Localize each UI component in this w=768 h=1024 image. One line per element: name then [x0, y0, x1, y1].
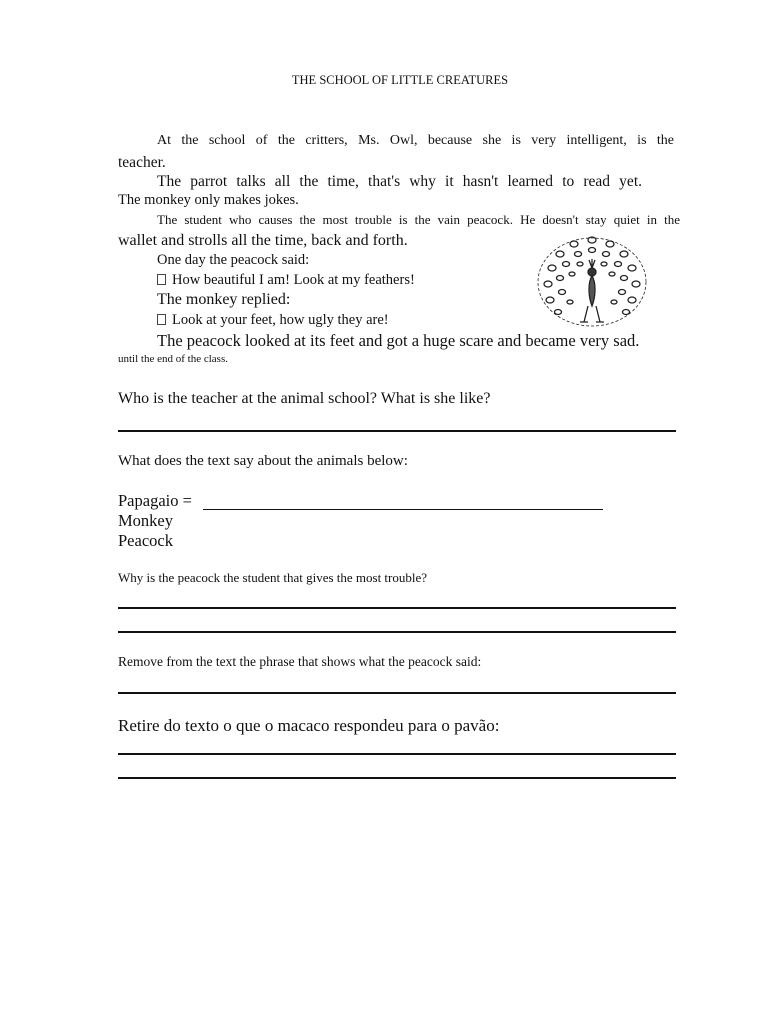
story-line: One day the peacock said:: [157, 252, 310, 268]
missing-glyph-icon: [157, 274, 166, 285]
answer-line[interactable]: [118, 631, 676, 633]
dialogue-line: [157, 272, 415, 289]
peacock-quote: How beautiful I am! Look at my feathers!: [172, 272, 415, 288]
peacock-label: Peacock: [118, 531, 173, 550]
answer-line[interactable]: [203, 509, 603, 510]
story-line: teacher.: [118, 154, 166, 171]
question-3: Why is the peacock the student that gives the most trouble?: [118, 570, 428, 585]
question-1: Who is the teacher at the animal school? What is she like?: [118, 390, 491, 407]
question-2: What does the text say about the animals below:: [118, 453, 408, 469]
story-line: The monkey replied:: [157, 291, 291, 308]
parrot-label: Papagaio =: [118, 491, 192, 510]
page-title: THE SCHOOL OF LITTLE CREATURES: [291, 73, 509, 87]
monkey-quote: Look at your feet, how ugly they are!: [172, 312, 389, 328]
dialogue-line: [157, 312, 389, 329]
story-line: The peacock looked at its feet and got a huge scare and became very sad.: [157, 331, 640, 350]
monkey-label: Monkey: [118, 511, 173, 530]
answer-line[interactable]: [118, 607, 676, 609]
peacock-illustration: [534, 236, 650, 330]
question-4: Remove from the text the phrase that shows what the peacock said:: [118, 654, 482, 669]
answer-line[interactable]: [118, 692, 676, 694]
question-5: Retire do texto o que o macaco respondeu para o pavão:: [118, 716, 500, 735]
answer-line[interactable]: [118, 777, 676, 779]
story-line: At the school of the critters, Ms. Owl, because she is very intelligent, is the: [157, 133, 674, 148]
story-line: wallet and strolls all the time, back and forth.: [118, 232, 408, 249]
missing-glyph-icon: [157, 314, 166, 325]
story-line: until the end of the class.: [118, 353, 228, 365]
story-line: The parrot talks all the time, that's why it hasn't learned to read yet.: [157, 173, 642, 190]
story-line: The monkey only makes jokes.: [118, 192, 299, 208]
answer-line[interactable]: [118, 753, 676, 755]
answer-line[interactable]: [118, 430, 676, 432]
story-line: The student who causes the most trouble is the vain peacock. He doesn't stay quiet in the: [157, 212, 680, 227]
